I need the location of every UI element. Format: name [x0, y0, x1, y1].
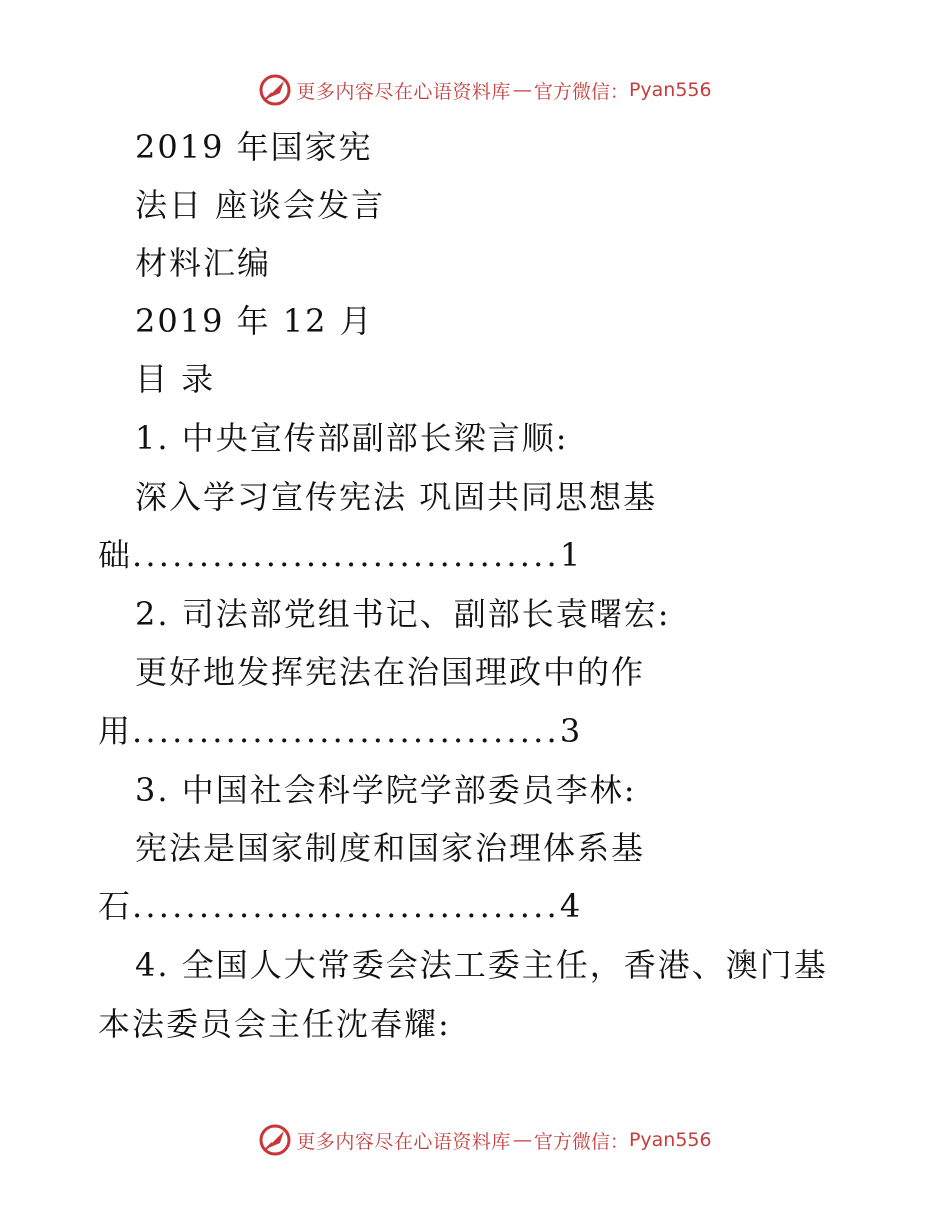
banner-text: 更多内容尽在心语资料库 [296, 1130, 511, 1153]
toc-entry-3-leader: ................................ [132, 887, 560, 925]
toc-entry-2-title: 更好地发挥宪法在治国理政中的作 [135, 653, 646, 691]
toc-entry-1-title: 深入学习宣传宪法 巩固共同思想基 [135, 478, 658, 516]
toc-entry-1-leader: ................................ [132, 536, 560, 574]
toc-entry-2-speaker: 2. 司法部党组书记、副部长袁曙宏: [135, 595, 671, 633]
toc-entry-2-title-tail: 用 [98, 712, 133, 750]
quill-logo-icon [258, 1123, 292, 1157]
banner-wechat-label: 官方微信： [533, 80, 629, 103]
header-banner [0, 70, 950, 110]
toc-heading: 目 录 [135, 360, 216, 398]
toc-entry-1-tail [98, 535, 582, 575]
toc-entry-3-speaker: 3. 中国社会科学院学部委员李林: [135, 771, 637, 809]
toc-entry-4-speaker-line-1: 4. 全国人大常委会法工委主任，香港、澳门基 [135, 946, 828, 984]
footer-banner [0, 1120, 950, 1160]
toc-entry-3-page: 4 [559, 887, 583, 925]
toc-entry-3-title: 宪法是国家制度和国家治理体系基 [135, 829, 646, 867]
banner-wechat-id: Pyan556 [628, 79, 712, 101]
banner-wechat-id: Pyan556 [628, 1129, 712, 1151]
toc-entry-2-page: 3 [559, 712, 583, 750]
date-line: 2019 年 12 月 [135, 302, 374, 340]
toc-entry-3-title-tail: 石 [98, 887, 133, 925]
toc-entry-1-speaker: 1. 中央宣传部副部长梁言顺: [135, 419, 569, 457]
toc-entry-1-title-tail: 础 [98, 536, 133, 574]
title-line-1: 2019 年国家宪 [135, 128, 373, 166]
toc-entry-4-speaker-line-2: 本法委员会主任沈春耀: [98, 1005, 451, 1043]
toc-entry-2-tail [98, 711, 582, 751]
title-line-3: 材料汇编 [135, 244, 272, 282]
banner-dash: — [512, 79, 532, 101]
toc-entry-1-page: 1 [559, 536, 583, 574]
toc-entry-2-leader: ................................ [132, 712, 560, 750]
banner-text: 更多内容尽在心语资料库 [296, 80, 511, 103]
toc-entry-3-tail [98, 886, 582, 926]
quill-logo-icon [258, 73, 292, 107]
title-line-2: 法日 座谈会发言 [135, 186, 386, 224]
banner-wechat-label: 官方微信： [533, 1130, 629, 1153]
banner-dash: — [512, 1129, 532, 1151]
